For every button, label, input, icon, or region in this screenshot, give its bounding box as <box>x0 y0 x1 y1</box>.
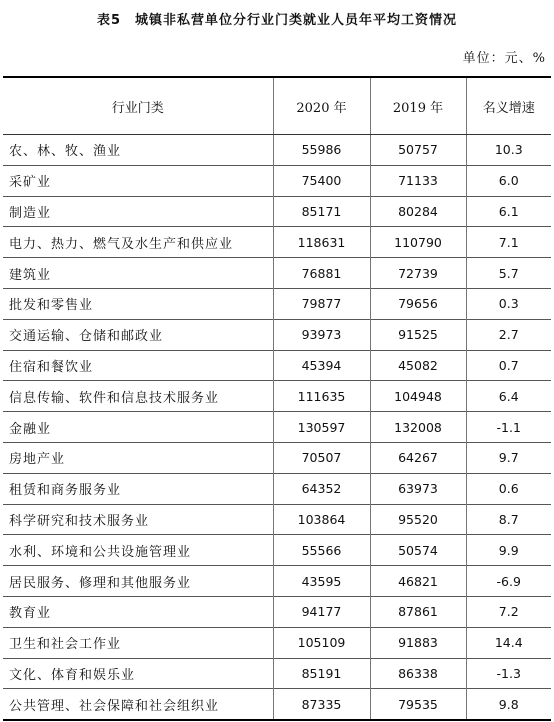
wage-2019-cell: 63973 <box>370 473 466 504</box>
growth-rate-cell: 9.8 <box>466 689 551 720</box>
wage-2019-cell: 110790 <box>370 227 466 258</box>
table-row <box>3 412 551 443</box>
industry-name-cell: 农、林、牧、渔业 <box>3 135 273 166</box>
growth-rate-cell: -1.3 <box>466 658 551 689</box>
industry-name-cell: 教育业 <box>3 596 273 627</box>
industry-name-cell: 租赁和商务服务业 <box>3 473 273 504</box>
wage-2019-cell: 45082 <box>370 350 466 381</box>
wage-2019-cell: 50757 <box>370 135 466 166</box>
wage-2020-cell: 105109 <box>273 627 370 658</box>
industry-name-cell: 建筑业 <box>3 258 273 289</box>
table-row <box>3 258 551 289</box>
wage-2020-cell: 111635 <box>273 381 370 412</box>
wage-2019-cell: 95520 <box>370 504 466 535</box>
growth-rate-cell: 0.6 <box>466 473 551 504</box>
wage-table <box>3 76 551 721</box>
growth-rate-cell: 14.4 <box>466 627 551 658</box>
wage-2020-cell: 85171 <box>273 196 370 227</box>
table-row <box>3 288 551 319</box>
industry-name-cell: 居民服务、修理和其他服务业 <box>3 566 273 597</box>
industry-name-cell: 制造业 <box>3 196 273 227</box>
table-row <box>3 196 551 227</box>
table-row <box>3 535 551 566</box>
growth-rate-cell: 0.7 <box>466 350 551 381</box>
wage-2019-cell: 46821 <box>370 566 466 597</box>
industry-name-cell: 金融业 <box>3 412 273 443</box>
wage-2019-cell: 132008 <box>370 412 466 443</box>
table-row <box>3 658 551 689</box>
unit-label: 单位：元、% <box>462 51 546 66</box>
wage-2020-cell: 43595 <box>273 566 370 597</box>
table-row <box>3 566 551 597</box>
wage-2019-cell: 87861 <box>370 596 466 627</box>
industry-name-cell: 公共管理、社会保障和社会组织业 <box>3 689 273 720</box>
growth-rate-cell: -1.1 <box>466 412 551 443</box>
industry-name-cell: 电力、热力、燃气及水生产和供应业 <box>3 227 273 258</box>
table-row <box>3 350 551 381</box>
industry-name-cell: 信息传输、软件和信息技术服务业 <box>3 381 273 412</box>
industry-name-cell: 水利、环境和公共设施管理业 <box>3 535 273 566</box>
growth-rate-cell: 2.7 <box>466 319 551 350</box>
wage-2019-cell: 50574 <box>370 535 466 566</box>
wage-2020-cell: 87335 <box>273 689 370 720</box>
growth-rate-cell: 6.1 <box>466 196 551 227</box>
wage-2020-cell: 55986 <box>273 135 370 166</box>
growth-rate-cell: 9.9 <box>466 535 551 566</box>
wage-2019-cell: 72739 <box>370 258 466 289</box>
industry-name-cell: 采矿业 <box>3 165 273 196</box>
wage-2019-cell: 71133 <box>370 165 466 196</box>
growth-rate-cell: 8.7 <box>466 504 551 535</box>
header-growth: 名义增速 <box>466 77 551 135</box>
wage-2019-cell: 91525 <box>370 319 466 350</box>
growth-rate-cell: 7.1 <box>466 227 551 258</box>
wage-2020-cell: 94177 <box>273 596 370 627</box>
wage-2019-cell: 104948 <box>370 381 466 412</box>
industry-name-cell: 卫生和社会工作业 <box>3 627 273 658</box>
wage-2019-cell: 79535 <box>370 689 466 720</box>
wage-2020-cell: 45394 <box>273 350 370 381</box>
wage-2020-cell: 76881 <box>273 258 370 289</box>
wage-2019-cell: 80284 <box>370 196 466 227</box>
header-row <box>3 77 551 135</box>
wage-2020-cell: 79877 <box>273 288 370 319</box>
table-row <box>3 504 551 535</box>
industry-name-cell: 房地产业 <box>3 442 273 473</box>
header-2019: 2019 年 <box>370 77 466 135</box>
table-row <box>3 165 551 196</box>
wage-2019-cell: 79656 <box>370 288 466 319</box>
industry-name-cell: 文化、体育和娱乐业 <box>3 658 273 689</box>
table-row <box>3 319 551 350</box>
wage-2020-cell: 130597 <box>273 412 370 443</box>
growth-rate-cell: 10.3 <box>466 135 551 166</box>
table-row <box>3 627 551 658</box>
industry-name-cell: 批发和零售业 <box>3 288 273 319</box>
table-row <box>3 227 551 258</box>
wage-2019-cell: 86338 <box>370 658 466 689</box>
growth-rate-cell: 9.7 <box>466 442 551 473</box>
wage-2020-cell: 75400 <box>273 165 370 196</box>
industry-name-cell: 住宿和餐饮业 <box>3 350 273 381</box>
header-2020: 2020 年 <box>273 77 370 135</box>
wage-2020-cell: 70507 <box>273 442 370 473</box>
wage-2019-cell: 64267 <box>370 442 466 473</box>
growth-rate-cell: 7.2 <box>466 596 551 627</box>
wage-2020-cell: 118631 <box>273 227 370 258</box>
header-industry: 行业门类 <box>3 77 273 135</box>
wage-2020-cell: 64352 <box>273 473 370 504</box>
growth-rate-cell: 6.4 <box>466 381 551 412</box>
table-body <box>3 135 551 721</box>
growth-rate-cell: 0.3 <box>466 288 551 319</box>
table-row <box>3 442 551 473</box>
table-row <box>3 135 551 166</box>
industry-name-cell: 科学研究和技术服务业 <box>3 504 273 535</box>
growth-rate-cell: 6.0 <box>466 165 551 196</box>
industry-name-cell: 交通运输、仓储和邮政业 <box>3 319 273 350</box>
table-row <box>3 473 551 504</box>
wage-2020-cell: 93973 <box>273 319 370 350</box>
wage-2020-cell: 55566 <box>273 535 370 566</box>
wage-2020-cell: 85191 <box>273 658 370 689</box>
table-row <box>3 381 551 412</box>
wage-2020-cell: 103864 <box>273 504 370 535</box>
growth-rate-cell: -6.9 <box>466 566 551 597</box>
table-title: 表5 城镇非私营单位分行业门类就业人员年平均工资情况 <box>96 13 458 28</box>
table-row <box>3 596 551 627</box>
wage-2019-cell: 91883 <box>370 627 466 658</box>
table-row <box>3 689 551 720</box>
growth-rate-cell: 5.7 <box>466 258 551 289</box>
